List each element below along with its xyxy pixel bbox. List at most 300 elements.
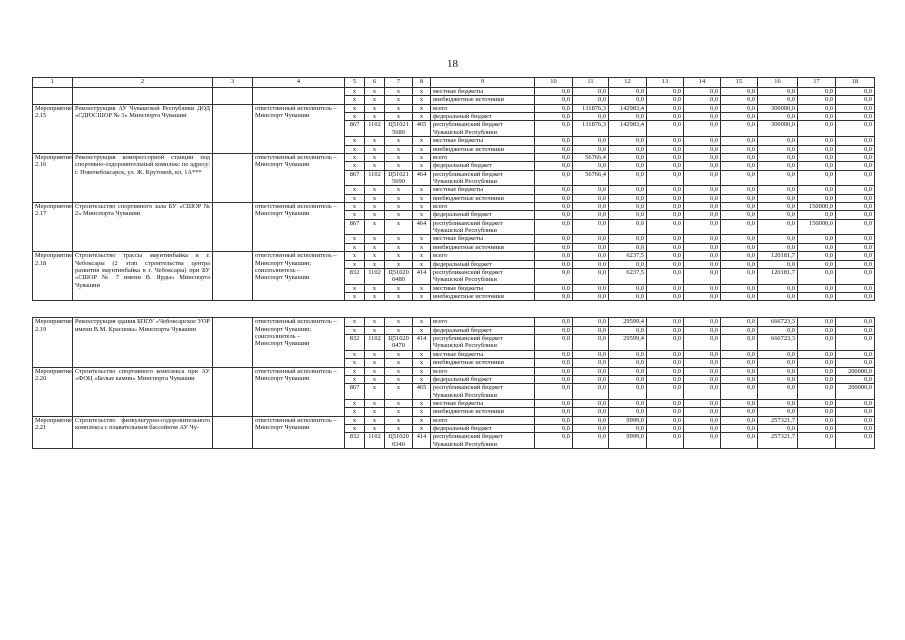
value-cell: 0,0 bbox=[758, 425, 798, 433]
value-cell: 0,0 bbox=[609, 186, 647, 194]
code-cell: x bbox=[385, 145, 413, 153]
value-cell: 0,0 bbox=[836, 408, 875, 416]
value-cell: 0,0 bbox=[609, 375, 647, 383]
value-cell: 0,0 bbox=[573, 375, 609, 383]
col-header: 10 bbox=[535, 78, 573, 88]
value-cell: 0,0 bbox=[836, 375, 875, 383]
value-cell: 0,0 bbox=[535, 153, 573, 161]
value-cell: 0,0 bbox=[535, 170, 573, 186]
value-cell: 56766,4 bbox=[573, 170, 609, 186]
code-cell: x bbox=[365, 96, 385, 104]
empty-cell bbox=[213, 367, 253, 416]
code-cell: x bbox=[413, 203, 431, 211]
value-cell: 0,0 bbox=[647, 104, 684, 112]
code-cell: x bbox=[413, 292, 431, 300]
source-cell: всего bbox=[431, 367, 535, 375]
value-cell: 0,0 bbox=[609, 243, 647, 251]
value-cell: 0,0 bbox=[573, 194, 609, 202]
value-cell: 0,0 bbox=[721, 375, 758, 383]
code-cell: x bbox=[385, 359, 413, 367]
code-cell: x bbox=[413, 399, 431, 407]
value-cell: 0,0 bbox=[798, 96, 836, 104]
value-cell: 0,0 bbox=[684, 399, 721, 407]
value-cell: 0,0 bbox=[684, 326, 721, 334]
grbs-code: 867 bbox=[345, 121, 365, 137]
value-cell: 0,0 bbox=[798, 375, 836, 383]
value-cell: 0,0 bbox=[609, 284, 647, 292]
value-cell: 0,0 bbox=[609, 211, 647, 219]
value-cell: 0,0 bbox=[836, 113, 875, 121]
empty-cell bbox=[213, 252, 253, 301]
value-cell: 0,0 bbox=[573, 260, 609, 268]
value-cell: 0,0 bbox=[609, 170, 647, 186]
source-cell: всего bbox=[431, 153, 535, 161]
value-cell: 0,0 bbox=[836, 88, 875, 96]
value-cell: 120181,7 bbox=[758, 252, 798, 260]
value-cell: 300000,0 bbox=[758, 121, 798, 137]
code-cell: x bbox=[385, 292, 413, 300]
value-cell: 0,0 bbox=[721, 318, 758, 326]
value-cell: 257321,7 bbox=[758, 416, 798, 424]
value-cell: 0,0 bbox=[535, 318, 573, 326]
source-cell: всего bbox=[431, 416, 535, 424]
value-cell: 0,0 bbox=[721, 88, 758, 96]
value-cell: 0,0 bbox=[573, 416, 609, 424]
value-cell: 0,0 bbox=[684, 113, 721, 121]
value-cell: 0,0 bbox=[721, 96, 758, 104]
code-cell: x bbox=[385, 399, 413, 407]
source-cell: республиканский бюджет Чувашской Республики bbox=[431, 433, 535, 449]
vr-code: 464 bbox=[413, 219, 431, 235]
code-cell: x bbox=[345, 113, 365, 121]
table-row bbox=[33, 104, 875, 112]
code-cell: x bbox=[365, 318, 385, 326]
measure-id: Мероприятие 2.19 bbox=[33, 318, 73, 367]
value-cell: 0,0 bbox=[647, 359, 684, 367]
value-cell: 0,0 bbox=[836, 284, 875, 292]
value-cell: 0,0 bbox=[684, 384, 721, 400]
value-cell: 0,0 bbox=[684, 350, 721, 358]
value-cell: 0,0 bbox=[535, 203, 573, 211]
csr-code: Ц51020 0470 bbox=[385, 335, 413, 351]
value-cell: 0,0 bbox=[647, 137, 684, 145]
code-cell: x bbox=[365, 153, 385, 161]
value-cell: 0,0 bbox=[798, 121, 836, 137]
value-cell: 29599,4 bbox=[609, 335, 647, 351]
code-cell: x bbox=[413, 211, 431, 219]
value-cell: 0,0 bbox=[647, 408, 684, 416]
value-cell: 0,0 bbox=[758, 137, 798, 145]
responsible-cell bbox=[253, 203, 345, 252]
value-cell: 0,0 bbox=[609, 326, 647, 334]
value-cell: 0,0 bbox=[535, 292, 573, 300]
measure-id: Мероприятие 2.15 bbox=[33, 104, 73, 153]
value-cell: 0,0 bbox=[647, 375, 684, 383]
code-cell: x bbox=[413, 260, 431, 268]
value-cell: 0,0 bbox=[609, 260, 647, 268]
code-cell: x bbox=[413, 416, 431, 424]
vr-code: 414 bbox=[413, 268, 431, 284]
rzpr-code: 1102 bbox=[365, 268, 385, 284]
code-cell: x bbox=[385, 104, 413, 112]
value-cell: 142983,4 bbox=[609, 121, 647, 137]
value-cell: 0,0 bbox=[573, 137, 609, 145]
responsible-label: ответственный исполнитель – bbox=[255, 318, 337, 326]
value-cell: 0,0 bbox=[647, 433, 684, 449]
value-cell: 0,0 bbox=[836, 416, 875, 424]
value-cell: 0,0 bbox=[798, 384, 836, 400]
value-cell: 0,0 bbox=[721, 408, 758, 416]
value-cell: 0,0 bbox=[647, 162, 684, 170]
value-cell: 0,0 bbox=[684, 260, 721, 268]
col-header: 4 bbox=[253, 78, 345, 88]
responsible-label: ответственный исполнитель – bbox=[255, 104, 337, 112]
code-cell: x bbox=[345, 292, 365, 300]
csr-code: x bbox=[385, 384, 413, 400]
value-cell: 0,0 bbox=[758, 359, 798, 367]
value-cell: 0,0 bbox=[573, 96, 609, 104]
value-cell: 0,0 bbox=[836, 145, 875, 153]
value-cell: 0,0 bbox=[684, 162, 721, 170]
vr-code: 465 bbox=[413, 384, 431, 400]
value-cell: 0,0 bbox=[684, 252, 721, 260]
code-cell: x bbox=[413, 252, 431, 260]
value-cell: 0,0 bbox=[684, 268, 721, 284]
value-cell: 0,0 bbox=[721, 284, 758, 292]
value-cell: 0,0 bbox=[573, 399, 609, 407]
code-cell: x bbox=[365, 399, 385, 407]
value-cell: 131876,3 bbox=[573, 121, 609, 137]
col-header: 18 bbox=[836, 78, 875, 88]
source-cell: республиканский бюджет Чувашской Республики bbox=[431, 335, 535, 351]
source-cell: республиканский бюджет Чувашской Республики bbox=[431, 384, 535, 400]
value-cell: 0,0 bbox=[798, 194, 836, 202]
code-cell: x bbox=[345, 318, 365, 326]
code-cell: x bbox=[413, 113, 431, 121]
code-cell: x bbox=[385, 367, 413, 375]
value-cell: 0,0 bbox=[836, 326, 875, 334]
value-cell: 0,0 bbox=[647, 252, 684, 260]
code-cell: x bbox=[365, 375, 385, 383]
source-cell: местные бюджеты bbox=[431, 137, 535, 145]
value-cell: 0,0 bbox=[836, 219, 875, 235]
source-cell: внебюджетные источники bbox=[431, 96, 535, 104]
value-cell: 0,0 bbox=[647, 384, 684, 400]
measure-id: Мероприятие 2.17 bbox=[33, 203, 73, 252]
value-cell: 0,0 bbox=[721, 121, 758, 137]
value-cell: 0,0 bbox=[836, 359, 875, 367]
value-cell: 120181,7 bbox=[758, 268, 798, 284]
code-cell: x bbox=[365, 416, 385, 424]
value-cell: 0,0 bbox=[647, 335, 684, 351]
value-cell: 0,0 bbox=[798, 186, 836, 194]
coexecutor-label: соисполнитель – bbox=[255, 333, 301, 341]
value-cell: 300000,0 bbox=[758, 104, 798, 112]
empty-cell bbox=[213, 153, 253, 202]
value-cell: 0,0 bbox=[609, 153, 647, 161]
value-cell: 0,0 bbox=[798, 170, 836, 186]
col-header: 1 bbox=[33, 78, 73, 88]
value-cell: 0,0 bbox=[798, 235, 836, 243]
value-cell: 0,0 bbox=[647, 367, 684, 375]
value-cell: 0,0 bbox=[535, 335, 573, 351]
code-cell: x bbox=[385, 203, 413, 211]
value-cell: 0,0 bbox=[798, 88, 836, 96]
value-cell: 0,0 bbox=[798, 284, 836, 292]
value-cell: 0,0 bbox=[758, 96, 798, 104]
code-cell: x bbox=[413, 235, 431, 243]
value-cell: 0,0 bbox=[684, 194, 721, 202]
value-cell: 9999,0 bbox=[609, 433, 647, 449]
col-header: 17 bbox=[798, 78, 836, 88]
code-cell: x bbox=[345, 153, 365, 161]
csr-code: Ц51021 5680 bbox=[385, 121, 413, 137]
vr-code: 465 bbox=[413, 121, 431, 137]
rzpr-code: x bbox=[365, 219, 385, 235]
value-cell: 0,0 bbox=[684, 153, 721, 161]
source-cell: федеральный бюджет bbox=[431, 162, 535, 170]
code-cell: x bbox=[345, 350, 365, 358]
value-cell: 0,0 bbox=[721, 359, 758, 367]
value-cell: 0,0 bbox=[798, 416, 836, 424]
value-cell: 0,0 bbox=[721, 384, 758, 400]
value-cell: 0,0 bbox=[758, 153, 798, 161]
value-cell: 0,0 bbox=[798, 399, 836, 407]
value-cell: 0,0 bbox=[573, 433, 609, 449]
vr-code: 464 bbox=[413, 170, 431, 186]
value-cell: 0,0 bbox=[798, 268, 836, 284]
code-cell: x bbox=[413, 375, 431, 383]
value-cell: 0,0 bbox=[535, 433, 573, 449]
responsible-label: ответственный исполнитель – bbox=[255, 203, 337, 211]
value-cell: 0,0 bbox=[758, 284, 798, 292]
source-cell: местные бюджеты bbox=[431, 235, 535, 243]
code-cell: x bbox=[345, 186, 365, 194]
value-cell: 0,0 bbox=[836, 235, 875, 243]
code-cell: x bbox=[413, 243, 431, 251]
value-cell: 0,0 bbox=[573, 162, 609, 170]
value-cell: 0,0 bbox=[684, 318, 721, 326]
value-cell: 0,0 bbox=[647, 416, 684, 424]
value-cell: 0,0 bbox=[836, 162, 875, 170]
grbs-code: 867 bbox=[345, 170, 365, 186]
value-cell: 0,0 bbox=[535, 211, 573, 219]
value-cell: 0,0 bbox=[573, 88, 609, 96]
value-cell: 0,0 bbox=[721, 211, 758, 219]
responsible-org: Минспорт Чувашии; bbox=[255, 259, 312, 267]
value-cell: 0,0 bbox=[721, 326, 758, 334]
code-cell: x bbox=[385, 252, 413, 260]
code-cell: x bbox=[365, 211, 385, 219]
value-cell: 0,0 bbox=[573, 252, 609, 260]
value-cell: 0,0 bbox=[798, 367, 836, 375]
value-cell: 56766,4 bbox=[573, 153, 609, 161]
value-cell: 0,0 bbox=[647, 88, 684, 96]
value-cell: 0,0 bbox=[836, 121, 875, 137]
value-cell: 0,0 bbox=[573, 203, 609, 211]
value-cell: 0,0 bbox=[721, 292, 758, 300]
grbs-code: 832 bbox=[345, 268, 365, 284]
coexecutor-org: Минспорт Чувашии bbox=[255, 274, 310, 282]
value-cell: 142983,4 bbox=[609, 104, 647, 112]
code-cell: x bbox=[385, 211, 413, 219]
table-row bbox=[33, 203, 875, 211]
header-row bbox=[33, 78, 875, 88]
value-cell: 0,0 bbox=[684, 186, 721, 194]
code-cell: x bbox=[365, 137, 385, 145]
value-cell: 0,0 bbox=[836, 433, 875, 449]
value-cell: 0,0 bbox=[684, 145, 721, 153]
code-cell: x bbox=[385, 88, 413, 96]
code-cell: x bbox=[385, 153, 413, 161]
value-cell: 0,0 bbox=[609, 194, 647, 202]
code-cell: x bbox=[365, 235, 385, 243]
code-cell: x bbox=[385, 416, 413, 424]
value-cell: 0,0 bbox=[758, 243, 798, 251]
value-cell: 257321,7 bbox=[758, 433, 798, 449]
code-cell: x bbox=[365, 145, 385, 153]
empty-cell bbox=[213, 318, 253, 367]
value-cell: 0,0 bbox=[535, 260, 573, 268]
code-cell: x bbox=[345, 416, 365, 424]
code-cell: x bbox=[365, 350, 385, 358]
col-header: 2 bbox=[73, 78, 213, 88]
value-cell: 0,0 bbox=[573, 113, 609, 121]
value-cell: 0,0 bbox=[798, 137, 836, 145]
csr-code: x bbox=[385, 219, 413, 235]
value-cell: 0,0 bbox=[609, 88, 647, 96]
code-cell: x bbox=[345, 162, 365, 170]
code-cell: x bbox=[345, 243, 365, 251]
source-cell: местные бюджеты bbox=[431, 284, 535, 292]
value-cell: 0,0 bbox=[798, 145, 836, 153]
responsible-org: Минспорт Чувашии bbox=[255, 161, 310, 169]
source-cell: внебюджетные источники bbox=[431, 408, 535, 416]
value-cell: 0,0 bbox=[758, 211, 798, 219]
value-cell: 0,0 bbox=[609, 384, 647, 400]
value-cell: 0,0 bbox=[721, 153, 758, 161]
code-cell: x bbox=[385, 284, 413, 292]
value-cell: 0,0 bbox=[684, 375, 721, 383]
value-cell: 0,0 bbox=[721, 219, 758, 235]
value-cell: 0,0 bbox=[573, 367, 609, 375]
source-cell: федеральный бюджет bbox=[431, 211, 535, 219]
code-cell: x bbox=[413, 194, 431, 202]
value-cell: 200000,0 bbox=[836, 384, 875, 400]
source-cell: местные бюджеты bbox=[431, 186, 535, 194]
value-cell: 0,0 bbox=[647, 203, 684, 211]
value-cell: 0,0 bbox=[758, 260, 798, 268]
value-cell: 0,0 bbox=[535, 425, 573, 433]
source-cell: всего bbox=[431, 203, 535, 211]
value-cell: 0,0 bbox=[573, 292, 609, 300]
code-cell: x bbox=[385, 186, 413, 194]
value-cell: 0,0 bbox=[758, 113, 798, 121]
code-cell: x bbox=[345, 252, 365, 260]
value-cell: 0,0 bbox=[609, 408, 647, 416]
code-cell: x bbox=[385, 260, 413, 268]
code-cell: x bbox=[413, 350, 431, 358]
value-cell: 0,0 bbox=[798, 292, 836, 300]
table-row bbox=[33, 416, 875, 424]
code-cell: x bbox=[413, 318, 431, 326]
value-cell: 0,0 bbox=[535, 350, 573, 358]
value-cell: 0,0 bbox=[721, 260, 758, 268]
value-cell: 0,0 bbox=[647, 145, 684, 153]
code-cell: x bbox=[413, 162, 431, 170]
code-cell: x bbox=[385, 194, 413, 202]
source-cell: местные бюджеты bbox=[431, 88, 535, 96]
value-cell: 0,0 bbox=[535, 284, 573, 292]
value-cell: 0,0 bbox=[573, 235, 609, 243]
value-cell: 0,0 bbox=[721, 367, 758, 375]
value-cell: 0,0 bbox=[758, 399, 798, 407]
value-cell: 0,0 bbox=[684, 104, 721, 112]
value-cell: 0,0 bbox=[573, 384, 609, 400]
value-cell: 0,0 bbox=[836, 211, 875, 219]
responsible-org: Минспорт Чувашии bbox=[255, 112, 310, 120]
value-cell: 0,0 bbox=[684, 367, 721, 375]
source-cell: внебюджетные источники bbox=[431, 292, 535, 300]
value-cell: 0,0 bbox=[573, 219, 609, 235]
value-cell: 0,0 bbox=[535, 121, 573, 137]
value-cell: 0,0 bbox=[758, 162, 798, 170]
source-cell: всего bbox=[431, 252, 535, 260]
value-cell: 0,0 bbox=[535, 113, 573, 121]
value-cell: 0,0 bbox=[684, 96, 721, 104]
coexecutor-org: Минспорт Чувашии bbox=[255, 340, 310, 348]
value-cell: 0,0 bbox=[573, 335, 609, 351]
value-cell: 0,0 bbox=[684, 211, 721, 219]
code-cell: x bbox=[365, 367, 385, 375]
value-cell: 0,0 bbox=[836, 318, 875, 326]
rzpr-code: x bbox=[365, 384, 385, 400]
rzpr-code: 1102 bbox=[365, 121, 385, 137]
value-cell: 0,0 bbox=[573, 186, 609, 194]
value-cell: 0,0 bbox=[836, 137, 875, 145]
value-cell: 0,0 bbox=[798, 318, 836, 326]
responsible-label: ответственный исполнитель – bbox=[255, 153, 337, 161]
value-cell: 0,0 bbox=[721, 203, 758, 211]
code-cell: x bbox=[365, 425, 385, 433]
value-cell: 0,0 bbox=[721, 104, 758, 112]
value-cell: 29599,4 bbox=[609, 318, 647, 326]
value-cell: 0,0 bbox=[721, 170, 758, 186]
code-cell: x bbox=[365, 88, 385, 96]
value-cell: 0,0 bbox=[609, 425, 647, 433]
empty-cell bbox=[213, 104, 253, 153]
value-cell: 0,0 bbox=[647, 399, 684, 407]
value-cell: 0,0 bbox=[609, 145, 647, 153]
value-cell: 0,0 bbox=[684, 137, 721, 145]
code-cell: x bbox=[345, 260, 365, 268]
value-cell: 666723,3 bbox=[758, 318, 798, 326]
value-cell: 0,0 bbox=[721, 137, 758, 145]
value-cell: 0,0 bbox=[647, 425, 684, 433]
code-cell: x bbox=[413, 367, 431, 375]
code-cell: x bbox=[365, 104, 385, 112]
value-cell: 0,0 bbox=[721, 350, 758, 358]
value-cell: 0,0 bbox=[535, 252, 573, 260]
table-row bbox=[33, 252, 875, 260]
grbs-code: 867 bbox=[345, 219, 365, 235]
csr-code: Ц51021 5690 bbox=[385, 170, 413, 186]
value-cell: 0,0 bbox=[836, 292, 875, 300]
col-header: 8 bbox=[413, 78, 431, 88]
value-cell: 0,0 bbox=[535, 416, 573, 424]
value-cell: 0,0 bbox=[609, 235, 647, 243]
responsible-label: ответственный исполнитель – bbox=[255, 416, 337, 424]
